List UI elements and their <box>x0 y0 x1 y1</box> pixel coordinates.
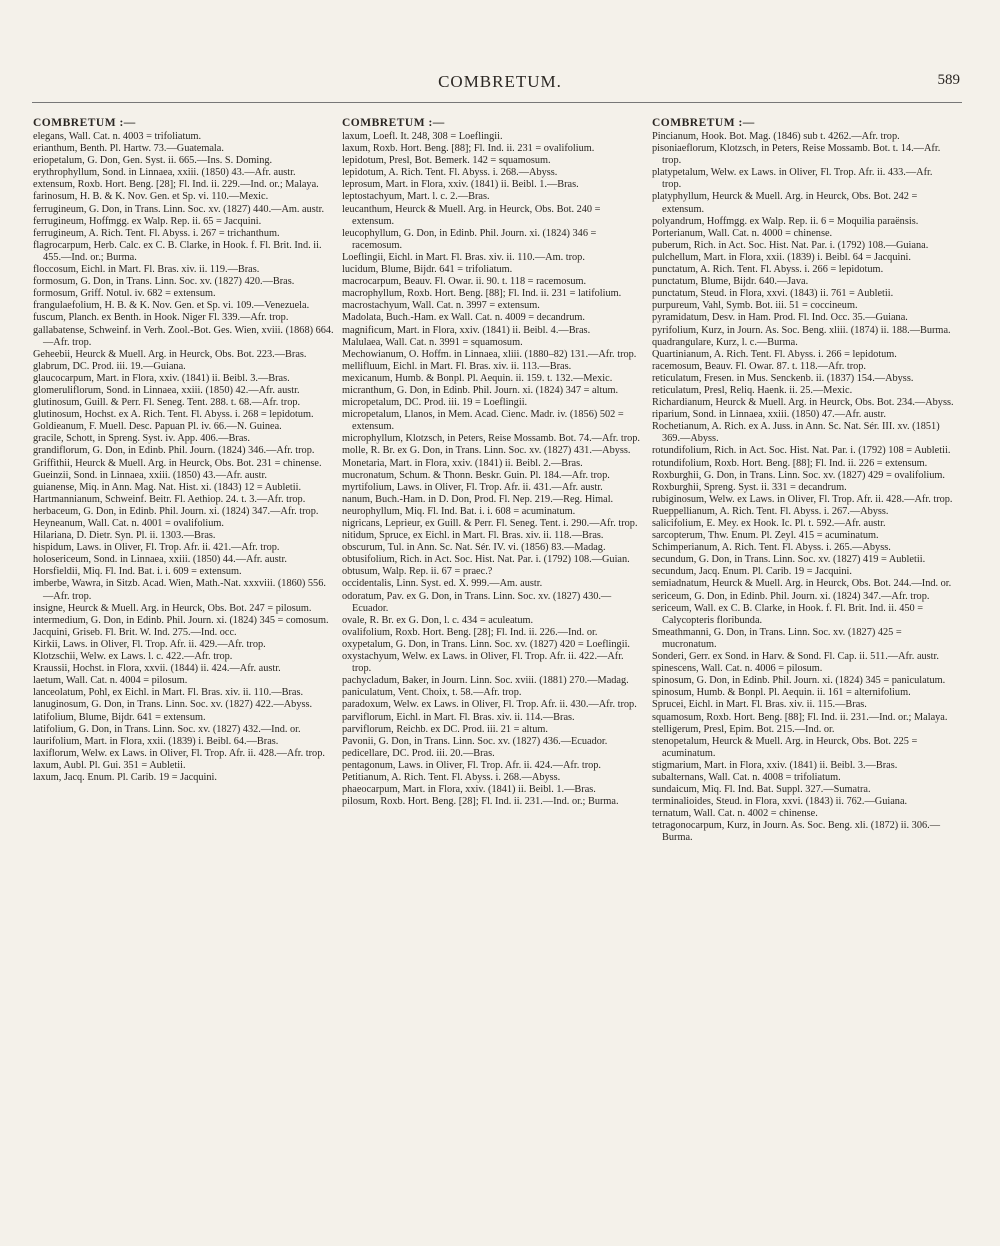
index-entry: paradoxum, Welw. ex Laws. in Oliver, Fl. Trop. Afr. ii. 430.—Afr. trop. <box>342 699 637 711</box>
index-entry: lanuginosum, G. Don, in Trans. Linn. Soc. xv. (1827) 422.—Abyss. <box>33 699 313 711</box>
index-entry: latifolium, G. Don, in Trans. Linn. Soc. xv. (1827) 432.—Ind. or. <box>33 723 301 735</box>
index-entry: nigricans, Leprieur, ex Guill. & Perr. Fl. Seneg. Tent. i. 290.—Afr. trop. <box>342 518 638 529</box>
index-entry: holosericeum, Sond. in Linnaea, xxiii. (1850) 44.—Afr. austr. <box>33 554 287 566</box>
index-entry: mexicanum, Humb. & Bonpl. Pl. Aequin. ii. 159. t. 132.—Mexic. <box>342 372 613 384</box>
index-entry: farinosum, H. B. & K. Nov. Gen. et Sp. vi. 110.—Mexic. <box>33 191 269 203</box>
index-entry: erianthum, Benth. Pl. Hartw. 73.—Guatemala. <box>33 143 224 155</box>
index-entry: platypetalum, Welw. ex Laws. in Oliver, Fl. Trop. Afr. ii. 433.—Afr. trop. <box>652 167 933 191</box>
index-entry: Kraussii, Hochst. in Flora, xxvii. (1844) ii. 424.—Afr. austr. <box>33 663 281 675</box>
index-entry: spinescens, Wall. Cat. n. 4006 = pilosum. <box>652 663 823 675</box>
entry-list <box>33 131 335 784</box>
index-entry: mucronatum, Schum. & Thonn. Beskr. Guin. Pl. 184.—Afr. trop. <box>342 469 610 481</box>
index-entry: spinosum, G. Don, in Edinb. Phil. Journ. xi. (1824) 345 = paniculatum. <box>652 675 946 687</box>
column-heading: COMBRETUM :— <box>652 117 755 129</box>
index-entry: punctatum, Blume, Bijdr. 640.—Java. <box>652 276 809 288</box>
index-entry: puberum, Rich. in Act. Soc. Hist. Nat. Par. i. (1792) 108.—Guiana. <box>652 239 929 251</box>
index-entry: eriopetalum, G. Don, Gen. Syst. ii. 665.—Ins. S. Doming. <box>33 155 273 167</box>
index-entry: tetragonocarpum, Kurz, in Journ. As. Soc. Beng. xli. (1872) ii. 306.—Burma. <box>652 820 940 844</box>
index-entry: leucophyllum, G. Don, in Edinb. Phil. Journ. xi. (1824) 346 = racemosum. <box>342 227 597 251</box>
index-entry: secundum, Jacq. Enum. Pl. Carib. 19 = Jacquini. <box>652 566 852 578</box>
index-entry: obscurum, Tul. in Ann. Sc. Nat. Sér. IV. vi. (1856) 83.—Madag. <box>342 542 606 554</box>
index-entry: intermedium, G. Don, in Edinb. Phil. Journ. xi. (1824) 345 = comosum. <box>33 614 329 626</box>
index-entry: subalternans, Wall. Cat. n. 4008 = trifoliatum. <box>652 771 841 783</box>
index-entry: sericeum, G. Don, in Edinb. Phil. Journ. xi. (1824) 347.—Afr. trop. <box>652 590 930 602</box>
index-entry: pulchellum, Mart. in Flora, xxii. (1839) i. Beibl. 64 = Jacquini. <box>652 251 911 263</box>
index-entry: parviflorum, Eichl. in Mart. Fl. Bras. xiv. ii. 114.—Bras. <box>342 711 575 723</box>
index-entry: glaucocarpum, Mart. in Flora, xxiv. (1841) ii. Beibl. 3.—Bras. <box>33 372 290 384</box>
index-entry: guianense, Miq. in Ann. Mag. Nat. Hist. xi. (1843) 12 = Aubletii. <box>33 481 302 493</box>
index-entry: reticulatum, Presl, Reliq. Haenk. ii. 25.—Mexic. <box>652 384 853 396</box>
index-entry: purpureum, Vahl, Symb. Bot. iii. 51 = coccineum. <box>652 300 858 312</box>
index-entry: mellifluum, Eichl. in Mart. Fl. Bras. xiv. ii. 113.—Bras. <box>342 360 572 372</box>
index-entry: imberbe, Wawra, in Sitzb. Acad. Wien, Math.-Nat. xxxviii. (1860) 556.—Afr. trop. <box>33 578 326 602</box>
index-entry: rotundifolium, Roxb. Hort. Beng. [88]; Fl. Ind. ii. 226 = extensum. <box>652 457 928 469</box>
index-entry: Smeathmanni, G. Don, in Trans. Linn. Soc. xv. (1827) 425 = mucronatum. <box>652 626 902 650</box>
index-entry: pachycladum, Baker, in Journ. Linn. Soc. xviii. (1881) 270.—Madag. <box>342 675 629 687</box>
index-entry: Hartmannianum, Schweinf. Beitr. Fl. Aethiop. 24. t. 3.—Afr. trop. <box>33 493 306 505</box>
index-entry: terminalioides, Steud. in Flora, xxvi. (1843) ii. 762.—Guiana. <box>652 796 908 808</box>
index-entry: secundum, G. Don, in Trans. Linn. Soc. xv. (1827) 419 = Aubletii. <box>652 554 926 566</box>
index-entry: obtusum, Walp. Rep. ii. 67 = praec.? <box>342 566 493 578</box>
index-entry: Roxburghii, Spreng. Syst. ii. 331 = decandrum. <box>652 481 847 493</box>
index-entry: laxum, Loefl. It. 248, 308 = Loeflingii. <box>342 131 503 142</box>
index-entry: flagrocarpum, Herb. Calc. ex C. B. Clarke, in Hook. f. Fl. Brit. Ind. ii. 455.—Ind. or.; Burma. <box>33 239 322 263</box>
page-header <box>0 72 1000 102</box>
index-entry: macrocarpum, Beauv. Fl. Owar. ii. 90. t. 118 = racemosum. <box>342 276 587 288</box>
index-entry: Rueppellianum, A. Rich. Tent. Fl. Abyss. i. 267.—Abyss. <box>652 505 889 517</box>
index-entry: stenopetalum, Heurck & Muell. Arg. in Heurck, Obs. Bot. 225 = acuminatum. <box>652 735 918 759</box>
index-entry: lucidum, Blume, Bijdr. 641 = trifoliatum. <box>342 264 513 276</box>
header-rule <box>32 102 962 103</box>
index-entry: laxiflorum, Welw. ex Laws. in Oliver, Fl. Trop. Afr. ii. 428.—Afr. trop. <box>33 747 325 759</box>
index-entry: Klotzschii, Welw. ex Laws. l. c. 422.—Afr. trop. <box>33 651 233 663</box>
index-entry: micropetalum, DC. Prod. iii. 19 = Loeflingii. <box>342 397 528 409</box>
index-entry: sarcopterum, Thw. Enum. Pl. Zeyl. 415 = acuminatum. <box>652 530 879 542</box>
index-entry: Goldieanum, F. Muell. Desc. Papuan Pl. iv. 66.—N. Guinea. <box>33 421 282 433</box>
index-entry: pedicellare, DC. Prod. iii. 20.—Bras. <box>342 747 495 759</box>
index-entry: paniculatum, Vent. Choix, t. 58.—Afr. trop. <box>342 687 522 699</box>
index-entry: nitidum, Spruce, ex Eichl. in Mart. Fl. Bras. xiv. ii. 118.—Bras. <box>342 530 604 542</box>
index-entry: stigmarium, Mart. in Flora, xxiv. (1841) ii. Beibl. 3.—Bras. <box>652 759 898 771</box>
index-entry: glomeruliflorum, Sond. in Linnaea, xxiii. (1850) 42.—Afr. austr. <box>33 384 300 396</box>
index-entry: hispidum, Laws. in Oliver, Fl. Trop. Afr. ii. 421.—Afr. trop. <box>33 542 280 554</box>
index-entry: ferrugineum, G. Don, in Trans. Linn. Soc. xv. (1827) 440.—Am. austr. <box>33 203 325 215</box>
index-entry: Sonderi, Gerr. ex Sond. in Harv. & Sond. Fl. Cap. ii. 511.—Afr. austr. <box>652 651 939 663</box>
index-entry: elegans, Wall. Cat. n. 4003 = trifoliatum. <box>33 131 202 142</box>
index-entry: Malulaea, Wall. Cat. n. 3991 = squamosum. <box>342 336 523 348</box>
index-entry: laxum, Roxb. Hort. Beng. [88]; Fl. Ind. ii. 231 = ovalifolium. <box>342 143 595 155</box>
index-entry: ferrugineum, Hoffmgg. ex Walp. Rep. ii. 65 = Jacquini. <box>33 215 262 227</box>
index-entry: pisoniaeflorum, Klotzsch, in Peters, Reise Mossamb. Bot. t. 14.—Afr. trop. <box>652 143 941 167</box>
index-entry: oxypetalum, G. Don, in Trans. Linn. Soc. xv. (1827) 420 = Loeflingii. <box>342 638 631 650</box>
index-entry: Heyneanum, Wall. Cat. n. 4001 = ovalifolium. <box>33 518 224 529</box>
index-entry: leptostachyum, Mart. l. c. 2.—Bras. <box>342 191 490 203</box>
index-entry: semiadnatum, Heurck & Muell. Arg. in Heurck, Obs. Bot. 244.—Ind. or. <box>652 578 952 590</box>
index-entry: pyrifolium, Kurz, in Journ. As. Soc. Beng. xliii. (1874) ii. 188.—Burma. <box>652 324 951 336</box>
index-entry: odoratum, Pav. ex G. Don, in Trans. Linn. Soc. xv. (1827) 430.—Ecuador. <box>342 590 612 614</box>
column-heading: COMBRETUM :— <box>342 117 445 129</box>
index-entry: obtusifolium, Rich. in Act. Soc. Hist. Nat. Par. i. (1792) 108.—Guian. <box>342 554 630 566</box>
index-entry: myrtifolium, Laws. in Oliver, Fl. Trop. Afr. ii. 431.—Afr. austr. <box>342 481 603 493</box>
index-entry: polyandrum, Hoffmgg. ex Walp. Rep. ii. 6 = Moquilia paraënsis. <box>652 215 919 227</box>
index-entry: Sprucei, Eichl. in Mart. Fl. Bras. xiv. ii. 115.—Bras. <box>652 699 867 711</box>
index-entry: nanum, Buch.-Ham. in D. Don, Prod. Fl. Nep. 219.—Reg. Himal. <box>342 493 614 505</box>
index-entry: ovale, R. Br. ex G. Don, l. c. 434 = aculeatum. <box>342 614 534 626</box>
index-entry: laxum, Aubl. Pl. Gui. 351 = Aubletii. <box>33 759 186 771</box>
index-entry: macrophyllum, Roxb. Hort. Beng. [88]; Fl. Ind. ii. 231 = latifolium. <box>342 288 622 300</box>
column-1 <box>33 117 335 1237</box>
index-entry: ovalifolium, Roxb. Hort. Beng. [28]; Fl. Ind. ii. 226.—Ind. or. <box>342 626 598 638</box>
index-entry: parviflorum, Reichb. ex DC. Prod. iii. 21 = altum. <box>342 723 548 735</box>
index-entry: rotundifolium, Rich. in Act. Soc. Hist. Nat. Par. i. (1792) 108 = Aubletii. <box>652 445 951 457</box>
index-entry: pyramidatum, Desv. in Ham. Prod. Fl. Ind. Occ. 35.—Guiana. <box>652 312 908 324</box>
index-entry: Pavonii, G. Don, in Trans. Linn. Soc. xv. (1827) 436.—Ecuador. <box>342 735 608 747</box>
index-entry: riparium, Sond. in Linnaea, xxiii. (1850) 47.—Afr. austr. <box>652 409 886 421</box>
index-entry: gallabatense, Schweinf. in Verh. Zool.-Bot. Ges. Wien, xviii. (1868) 664.—Afr. trop. <box>33 324 334 348</box>
index-entry: leprosum, Mart. in Flora, xxiv. (1841) ii. Beibl. 1.—Bras. <box>342 179 579 191</box>
index-entry: punctatum, A. Rich. Tent. Fl. Abyss. i. 266 = lepidotum. <box>652 264 884 276</box>
index-entry: laxum, Jacq. Enum. Pl. Carib. 19 = Jacquini. <box>33 771 217 783</box>
index-entry: formosum, G. Don, in Trans. Linn. Soc. xv. (1827) 420.—Bras. <box>33 276 295 288</box>
index-entry: ferrugineum, A. Rich. Tent. Fl. Abyss. i. 267 = trichanthum. <box>33 227 280 239</box>
index-entry: neurophyllum, Miq. Fl. Ind. Bat. i. i. 608 = acuminatum. <box>342 505 576 517</box>
index-entry: micropetalum, Llanos, in Mem. Acad. Cienc. Madr. iv. (1856) 502 = extensum. <box>342 409 624 433</box>
index-entry: formosum, Griff. Notul. iv. 682 = extensum. <box>33 288 216 300</box>
index-entry: laetum, Wall. Cat. n. 4004 = pilosum. <box>33 675 188 687</box>
index-entry: insigne, Heurck & Muell. Arg. in Heurck, Obs. Bot. 247 = pilosum. <box>33 602 312 614</box>
index-entry: erythrophyllum, Sond. in Linnaea, xxiii. (1850) 43.—Afr. austr. <box>33 167 296 179</box>
index-entry: glutinosum, Hochst. ex A. Rich. Tent. Fl. Abyss. i. 268 = lepidotum. <box>33 409 314 421</box>
index-entry: rubiginosum, Welw. ex Laws. in Oliver, Fl. Trop. Afr. ii. 428.—Afr. trop. <box>652 493 953 505</box>
index-entry: salicifolium, E. Mey. ex Hook. Ic. Pl. t. 592.—Afr. austr. <box>652 518 886 529</box>
index-entry: frangulaefolium, H. B. & K. Nov. Gen. et Sp. vi. 109.—Venezuela. <box>33 300 310 312</box>
column-heading: COMBRETUM :— <box>33 117 136 129</box>
index-entry: Pincianum, Hook. Bot. Mag. (1846) sub t. 4262.—Afr. trop. <box>652 131 900 142</box>
index-entry: Quartinianum, A. Rich. Tent. Fl. Abyss. i. 266 = lepidotum. <box>652 348 897 360</box>
index-entry: ternatum, Wall. Cat. n. 4002 = chinense. <box>652 808 818 820</box>
page-number: 589 <box>937 72 960 88</box>
index-entry: Schimperianum, A. Rich. Tent. Fl. Abyss. i. 265.—Abyss. <box>652 542 891 554</box>
index-entry: pentagonum, Laws. in Oliver, Fl. Trop. Afr. ii. 424.—Afr. trop. <box>342 759 602 771</box>
index-entry: latifolium, Blume, Bijdr. 641 = extensum. <box>33 711 206 723</box>
index-entry: sundaicum, Miq. Fl. Ind. Bat. Suppl. 327.—Sumatra. <box>652 784 871 796</box>
index-entry: Porterianum, Wall. Cat. n. 4000 = chinense. <box>652 227 833 239</box>
index-entry: lepidotum, Presl, Bot. Bemerk. 142 = squamosum. <box>342 155 551 167</box>
index-entry: stelligerum, Presl, Epim. Bot. 215.—Ind. or. <box>652 723 835 735</box>
index-entry: lepidotum, A. Rich. Tent. Fl. Abyss. i. 268.—Abyss. <box>342 167 558 179</box>
index-entry: occidentalis, Linn. Syst. ed. X. 999.—Am. austr. <box>342 578 543 590</box>
index-entry: lanceolatum, Pohl, ex Eichl. in Mart. Fl. Bras. xiv. ii. 110.—Bras. <box>33 687 304 699</box>
index-entry: Jacquini, Griseb. Fl. Brit. W. Ind. 275.—Ind. occ. <box>33 626 237 638</box>
index-entry: Kirkii, Laws. in Oliver, Fl. Trop. Afr. ii. 429.—Afr. trop. <box>33 638 266 650</box>
index-entry: punctatum, Steud. in Flora, xxvi. (1843) ii. 761 = Aubletii. <box>652 288 894 300</box>
index-entry: herbaceum, G. Don, in Edinb. Phil. Journ. xi. (1824) 347.—Afr. trop. <box>33 505 319 517</box>
index-entry: Horsfieldii, Miq. Fl. Ind. Bat. i. i. 609 = extensum. <box>33 566 242 578</box>
entry-list <box>342 131 644 808</box>
index-entry: Hilariana, D. Dietr. Syn. Pl. ii. 1303.—Bras. <box>33 530 216 542</box>
entry-list <box>652 131 954 845</box>
index-entry: quadrangulare, Kurz, l. c.—Burma. <box>652 336 798 348</box>
index-entry: Monetaria, Mart. in Flora, xxiv. (1841) ii. Beibl. 2.—Bras. <box>342 457 583 469</box>
index-entry: platyphyllum, Heurck & Muell. Arg. in Heurck, Obs. Bot. 242 = extensum. <box>652 191 918 215</box>
index-entry: Loeflingii, Eichl. in Mart. Fl. Bras. xiv. ii. 110.—Am. trop. <box>342 251 585 263</box>
index-entry: Madolata, Buch.-Ham. ex Wall. Cat. n. 4009 = decandrum. <box>342 312 585 324</box>
index-entry: Roxburghii, G. Don, in Trans. Linn. Soc. xv. (1827) 429 = ovalifolium. <box>652 469 945 481</box>
column-2 <box>342 117 644 1237</box>
index-entry: Petitianum, A. Rich. Tent. Fl. Abyss. i. 268.—Abyss. <box>342 771 561 783</box>
index-entry: Mechowianum, O. Hoffm. in Linnaea, xliii. (1880–82) 131.—Afr. trop. <box>342 348 637 360</box>
index-entry: oxystachyum, Welw. ex Laws. in Oliver, Fl. Trop. Afr. ii. 422.—Afr. trop. <box>342 651 624 675</box>
index-entry: pilosum, Roxb. Hort. Beng. [28]; Fl. Ind. ii. 231.—Ind. or.; Burma. <box>342 796 619 808</box>
index-entry: magnificum, Mart. in Flora, xxiv. (1841) ii. Beibl. 4.—Bras. <box>342 324 591 336</box>
index-entry: grandiflorum, G. Don, in Edinb. Phil. Journ. (1824) 346.—Afr. trop. <box>33 445 315 457</box>
index-entry: glutinosum, Guill. & Perr. Fl. Seneg. Tent. 288. t. 68.—Afr. trop. <box>33 397 301 409</box>
index-entry: sericeum, Wall. ex C. B. Clarke, in Hook. f. Fl. Brit. Ind. ii. 450 = Calycopteris floribunda. <box>652 602 924 626</box>
index-entry: Geheebii, Heurck & Muell. Arg. in Heurck, Obs. Bot. 223.—Bras. <box>33 348 307 360</box>
index-entry: floccosum, Eichl. in Mart. Fl. Bras. xiv. ii. 119.—Bras. <box>33 264 260 276</box>
index-entry: gracile, Schott, in Spreng. Syst. iv. App. 406.—Bras. <box>33 433 250 445</box>
index-entry: microphyllum, Klotzsch, in Peters, Reise Mossamb. Bot. 74.—Afr. trop. <box>342 433 641 445</box>
index-entry: racemosum, Beauv. Fl. Owar. 87. t. 118.—Afr. trop. <box>652 360 867 372</box>
index-entry: squamosum, Roxb. Hort. Beng. [88]; Fl. Ind. ii. 231.—Ind. or.; Malaya. <box>652 711 948 723</box>
index-entry: Gueinzii, Sond. in Linnaea, xxiii. (1850) 43.—Afr. austr. <box>33 469 267 481</box>
index-entry: fuscum, Planch. ex Benth. in Hook. Niger Fl. 339.—Afr. trop. <box>33 312 289 324</box>
index-entry: molle, R. Br. ex G. Don, in Trans. Linn. Soc. xv. (1827) 431.—Abyss. <box>342 445 631 457</box>
column-3 <box>652 117 954 1237</box>
index-entry: extensum, Roxb. Hort. Beng. [28]; Fl. Ind. ii. 229.—Ind. or.; Malaya. <box>33 179 319 191</box>
index-entry: Griffithii, Heurck & Muell. Arg. in Heurck, Obs. Bot. 231 = chinense. <box>33 457 322 469</box>
index-entry: micranthum, G. Don, in Edinb. Phil. Journ. xi. (1824) 347 = altum. <box>342 384 619 396</box>
index-entry: reticulatum, Fresen. in Mus. Senckenb. ii. (1837) 154.—Abyss. <box>652 372 914 384</box>
index-entry: spinosum, Humb. & Bonpl. Pl. Aequin. ii. 161 = alternifolium. <box>652 687 911 699</box>
index-entry: Rochetianum, A. Rich. ex A. Juss. in Ann. Sc. Nat. Sér. III. xv. (1851) 369.—Abyss. <box>652 421 940 445</box>
index-entry: macrostachyum, Wall. Cat. n. 3997 = extensum. <box>342 300 540 312</box>
index-entry: glabrum, DC. Prod. iii. 19.—Guiana. <box>33 360 186 372</box>
index-entry: leucanthum, Heurck & Muell. Arg. in Heurck, Obs. Bot. 240 = extensum. <box>342 203 601 227</box>
running-title: COMBRETUM. <box>438 72 562 91</box>
index-entry: Richardianum, Heurck & Muell. Arg. in Heurck, Obs. Bot. 234.—Abyss. <box>652 397 954 409</box>
index-entry: laurifolium, Mart. in Flora, xxii. (1839) i. Beibl. 64.—Bras. <box>33 735 279 747</box>
index-entry: phaeocarpum, Mart. in Flora, xxiv. (1841) ii. Beibl. 1.—Bras. <box>342 784 596 796</box>
